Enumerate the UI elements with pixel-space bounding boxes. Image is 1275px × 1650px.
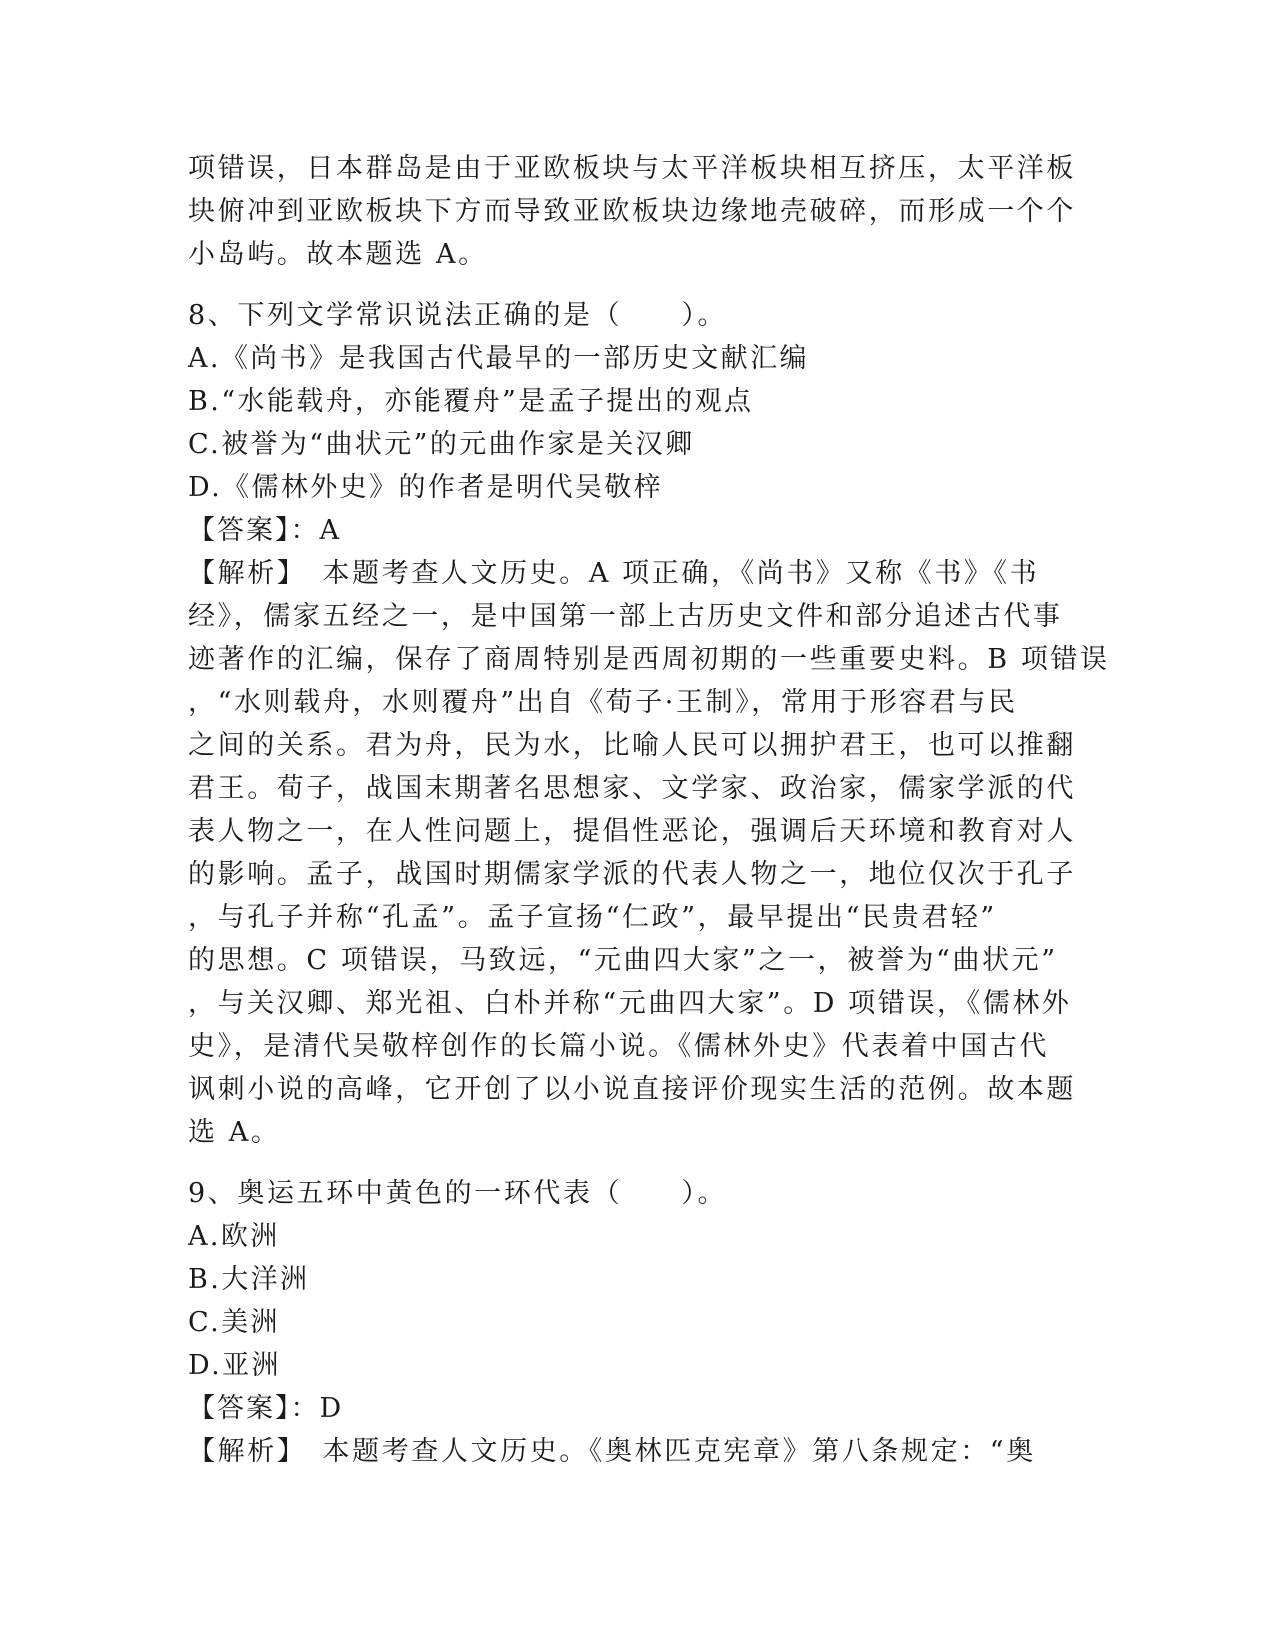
option-d: D.亚洲 — [188, 1350, 281, 1381]
spacer — [188, 1154, 1088, 1172]
spacer — [188, 276, 1088, 294]
explanation-line: 史》，是清代吴敬梓创作的长篇小说。《儒林外史》代表着中国古代 — [188, 1031, 1049, 1062]
text-line: 小岛屿。故本题选 A。 — [188, 239, 488, 270]
option-c: C.被誉为“曲状元”的元曲作家是关汉卿 — [188, 429, 695, 460]
explanation — [188, 552, 1110, 1154]
option-c: C.美洲 — [188, 1307, 280, 1338]
document-page — [188, 147, 1110, 1473]
option-a: A.欧洲 — [188, 1221, 280, 1252]
explanation-line: 【解析】 本题考查人文历史。A 项正确，《尚书》又称《书》《书 — [188, 558, 1040, 589]
question-stem: 8、下列文学常识说法正确的是（ ）。 — [188, 300, 728, 331]
option-d: D.《儒林外史》的作者是明代吴敬梓 — [188, 472, 664, 503]
option-b: B.“水能载舟，亦能覆舟”是孟子提出的观点 — [188, 386, 754, 417]
answer-label: 【答案】：D — [188, 1393, 344, 1424]
explanation-line: ，与孔子并称“孔孟”。孟子宣扬“仁政”，最早提出“民贵君轻” — [188, 902, 997, 933]
text-line: 项错误，日本群岛是由于亚欧板块与太平洋板块相互挤压，太平洋板 — [188, 153, 1076, 184]
text-line: 块俯冲到亚欧板块下方而导致亚欧板块边缘地壳破碎，而形成一个个 — [188, 196, 1076, 227]
explanation-line: 经》，儒家五经之一，是中国第一部上古历史文件和部分追述古代事 — [188, 601, 1063, 632]
previous-explanation-tail — [188, 147, 1088, 276]
question-9 — [188, 1172, 1088, 1473]
explanation-line: 的思想。C 项错误，马致远，“元曲四大家”之一，被誉为“曲状元” — [188, 945, 1058, 976]
question-8 — [188, 294, 1110, 1154]
answer-label: 【答案】：A — [188, 515, 341, 546]
explanation-line: 表人物之一，在人性问题上，提倡性恶论，强调后天环境和教育对人 — [188, 816, 1076, 847]
explanation — [188, 1430, 1088, 1473]
explanation-line: 的影响。孟子，战国时期儒家学派的代表人物之一，地位仅次于孔子 — [188, 859, 1076, 890]
explanation-line: ，与关汉卿、郑光祖、白朴并称“元曲四大家”。D 项错误，《儒林外 — [188, 988, 1072, 1019]
question-stem: 9、奥运五环中黄色的一环代表（ ）。 — [188, 1178, 728, 1209]
explanation-line: 之间的关系。君为舟，民为水，比喻人民可以拥护君王，也可以推翻 — [188, 730, 1076, 761]
explanation-line: ，“水则载舟，水则覆舟”出自《荀子·王制》，常用于形容君与民 — [188, 687, 1018, 718]
explanation-line: 君王。荀子，战国末期著名思想家、文学家、政治家，儒家学派的代 — [188, 773, 1076, 804]
explanation-line: 选 A。 — [188, 1117, 281, 1148]
option-a: A.《尚书》是我国古代最早的一部历史文献汇编 — [188, 343, 809, 374]
explanation-line: 讽刺小说的高峰，它开创了以小说直接评价现实生活的范例。故本题 — [188, 1074, 1076, 1105]
explanation-line: 【解析】 本题考查人文历史。《奥林匹克宪章》第八条规定：“奥 — [188, 1436, 1036, 1467]
explanation-line: 迹著作的汇编，保存了商周特别是西周初期的一些重要史料。B 项错误 — [188, 644, 1110, 675]
option-b: B.大洋洲 — [188, 1264, 310, 1295]
